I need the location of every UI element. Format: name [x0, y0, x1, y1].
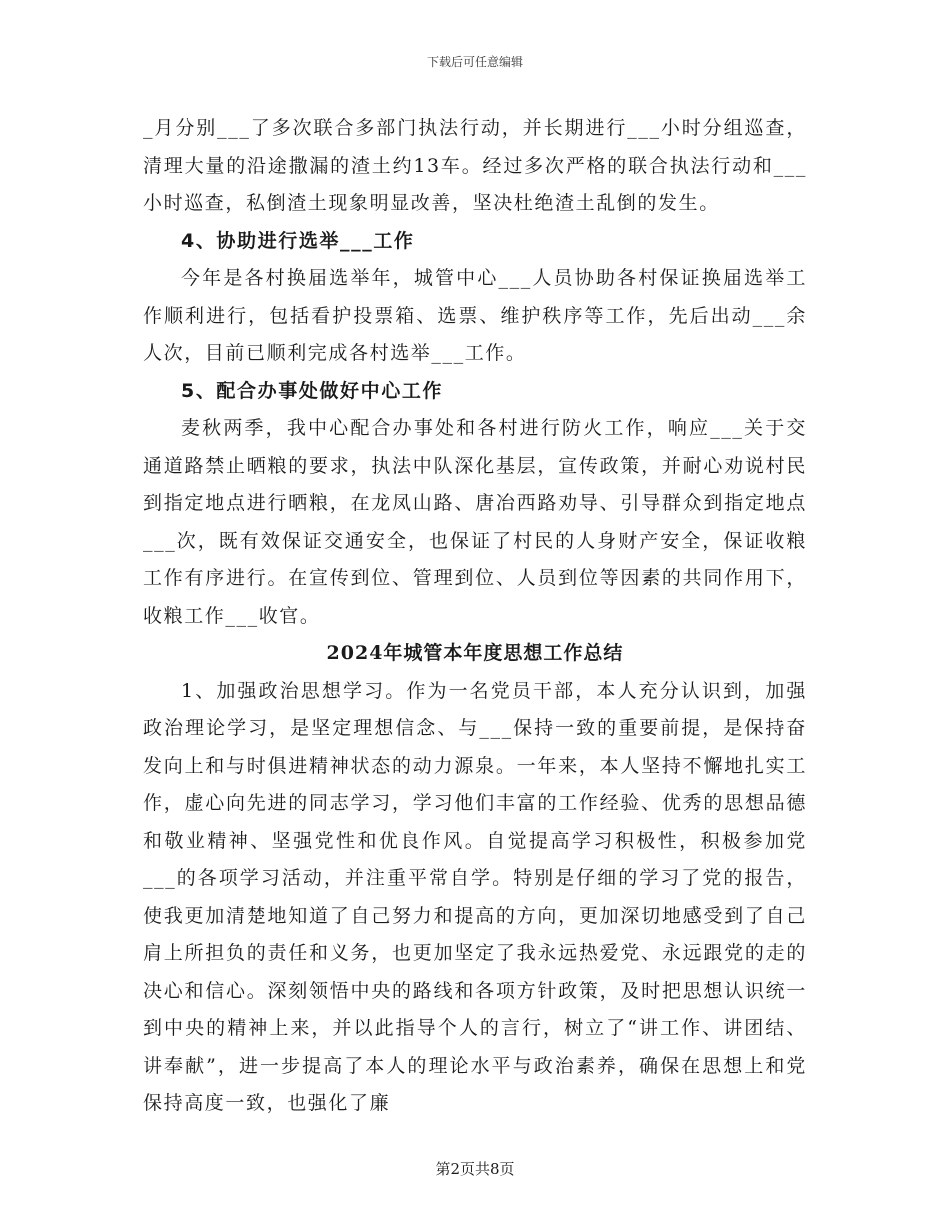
paragraph-patrol: _月分别___了多次联合多部门执法行动，并长期进行___小时分组巡查，清理大量的沿途撒漏的渣土约13车。经过多次严格的联合执法行动和___小时巡查，私倒渣土现象明显改善，坚决杜绝渣土乱倒的发生。 [143, 117, 807, 214]
section-heading-election: 4、协助进行选举___工作 [181, 229, 415, 252]
paragraph-harvest: 麦秋两季，我中心配合办事处和各村进行防火工作，响应___关于交通道路禁止晒粮的要求，执法中队深化基层，宣传政策，并耐心劝说村民到指定地点进行晒粮，在龙凤山路、唐冶西路劝导、引导群众到指定地点___次，既有效保证交通安全，也保证了村民的人身财产安全，保证收粮工作有序进行。在宣传到位、管理到位、人员到位等因素的共同作用下，收粮工作___收官。 [143, 417, 807, 627]
paragraph-election: 今年是各村换届选举年，城管中心___人员协助各村保证换届选举工作顺利进行，包括看护投票箱、选票、维护秩序等工作，先后出动___余人次，目前已顺利完成各村选举___工作。 [143, 267, 807, 364]
section-heading-center-work: 5、配合办事处做好中心工作 [181, 379, 444, 402]
header-note: 下载后可任意编辑 [426, 55, 523, 69]
page-number: 第2页共8页 [435, 1160, 515, 1178]
paragraph-political-study: 1、加强政治思想学习。作为一名党员干部，本人充分认识到，加强政治理论学习，是坚定理想信念、与___保持一致的重要前提，是保持奋发向上和与时俱进精神状态的动力源泉。一年来，本人坚持不懈地扎实工作，虚心向先进的同志学习，学习他们丰富的工作经验、优秀的思想品德和敬业精神、坚强党性和优良作风。自觉提高学习积极性，积极参加党___的各项学习活动，并注重平常自学。特别是仔细的学习了党的报告，使我更加清楚地知道了自己努力和提高的方向，更加深切地感受到了自己肩上所担负的责任和义务，也更加坚定了我永远热爱党、永远跟党的走的决心和信心。深刻领悟中央的路线和各项方针政策，及时把思想认识统一到中央的精神上来，并以此指导个人的言行，树立了“讲工作、讲团结、讲奉献”，进一步提高了本人的理论水平与政治素养，确保在思想上和党保持高度一致，也强化了廉 [143, 679, 807, 1114]
document-title: 2024年城管本年度思想工作总结 [326, 642, 624, 664]
document-body [143, 110, 807, 1123]
